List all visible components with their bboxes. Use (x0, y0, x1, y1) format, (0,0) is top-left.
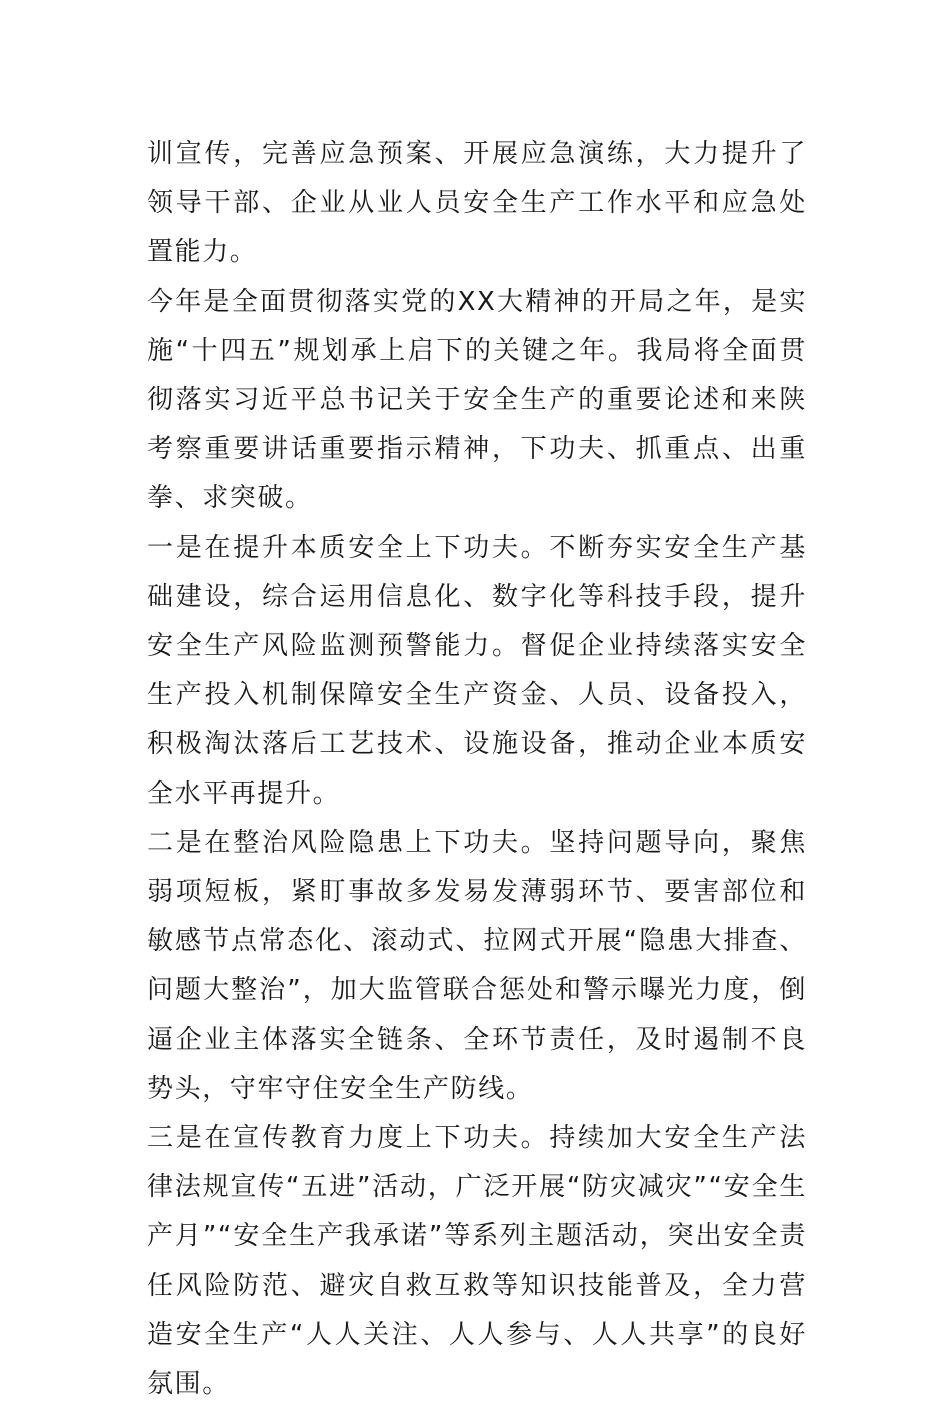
paragraph-year-overview: 今年是全面贯彻落实党的XX大精神的开局之年，是实施“十四五”规划承上启下的关键之年。我局将全面贯彻落实习近平总书记关于安全生产的重要论述和来陕考察重要讲话重要指示精神，下功夫、抓重点、出重拳、求突破。 (147, 286, 807, 514)
document-body (147, 130, 807, 1409)
paragraph-intrinsic-safety: 一是在提升本质安全上下功夫。不断夯实安全生产基础建设，综合运用信息化、数字化等科技手段，提升安全生产风险监测预警能力。督促企业持续落实安全生产投入机制保障安全生产资金、人员、设备投入，积极淘汰落后工艺技术、设施设备，推动企业本质安全水平再提升。 (147, 532, 807, 809)
paragraph-publicity-education: 三是在宣传教育力度上下功夫。持续加大安全生产法律法规宣传“五进”活动，广泛开展“防灾减灾”“安全生产月”“安全生产我承诺”等系列主题活动，突出安全责任风险防范、避灾自救互救等知识技能普及，全力营造安全生产“人人关注、人人参与、人人共享”的良好氛围。 (147, 1123, 807, 1400)
paragraph-risk-remediation: 二是在整治风险隐患上下功夫。坚持问题导向，聚焦弱项短板，紧盯事故多发易发薄弱环节、要害部位和敏感节点常态化、滚动式、拉网式开展“隐患大排查、问题大整治”，加大监管联合惩处和警示曝光力度，倒逼企业主体落实全链条、全环节责任，及时遏制不良势头，守牢守住安全生产防线。 (147, 827, 807, 1104)
paragraph-training-summary: 训宣传，完善应急预案、开展应急演练，大力提升了领导干部、企业从业人员安全生产工作水平和应急处置能力。 (147, 139, 807, 268)
